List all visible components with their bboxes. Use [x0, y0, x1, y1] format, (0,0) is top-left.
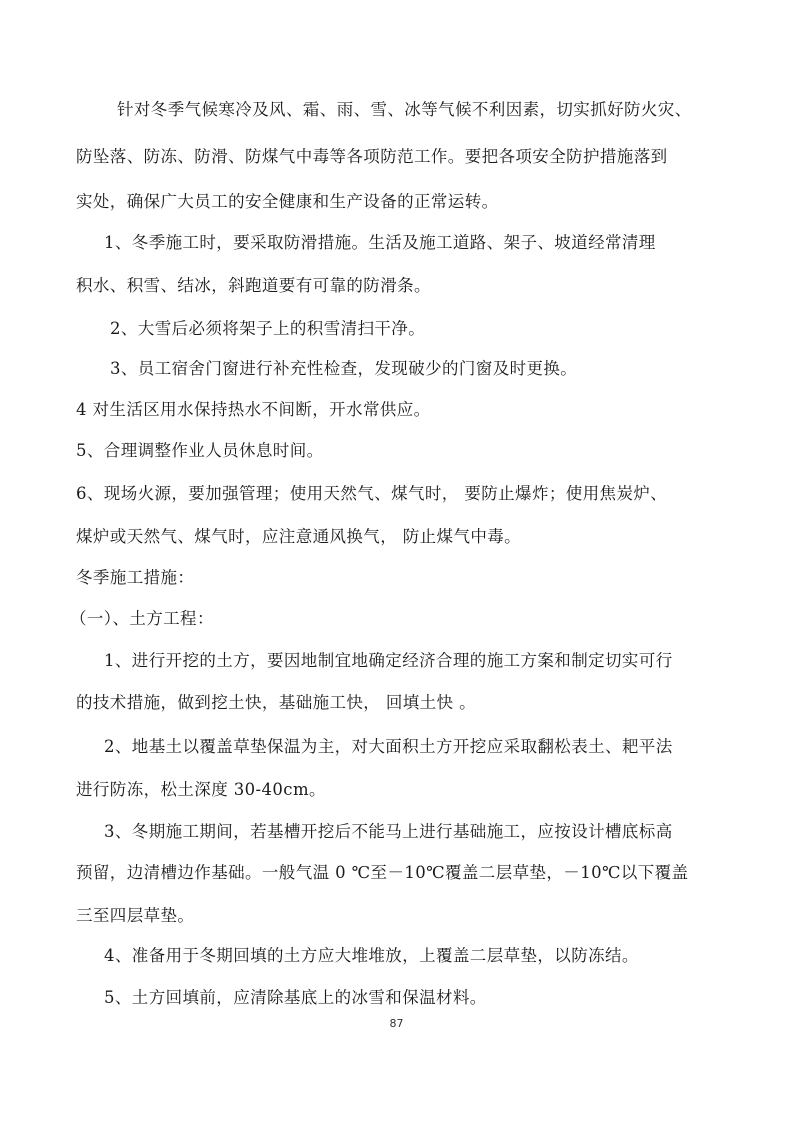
text-line-9: 5、合理调整作业人员休息时间。 [76, 441, 324, 460]
text-line-10: 6、现场火源，要加强管理；使用天然气、煤气时， 要防止爆炸；使用焦炭炉、 [76, 484, 668, 503]
text-line-11: 煤炉或天然气、煤气时，应注意通风换气， 防止煤气中毒。 [76, 527, 522, 546]
text-line-3: 实处，确保广大员工的安全健康和生产设备的正常运转。 [76, 192, 499, 211]
text-line-14: 1、进行开挖的土方，要因地制宜地确定经济合理的施工方案和制定切实可行 [104, 651, 673, 670]
text-line-16: 2、地基土以覆盖草垫保温为主，对大面积土方开挖应采取翻松表土、耙平法 [104, 737, 673, 756]
text-line-2: 防坠落、防冻、防滑、防煤气中毒等各项防范工作。要把各项安全防护措施落到 [76, 147, 668, 166]
text-line-12: 冬季施工措施： [76, 568, 195, 587]
text-line-1: 针对冬季气候寒冷及风、霜、雨、雪、冰等气候不利因素，切实抓好防火灾、 [117, 100, 692, 119]
text-line-17: 进行防冻，松土深度 30-40cm。 [76, 780, 326, 799]
text-line-21: 4、准备用于冬期回填的土方应大堆堆放，上覆盖二层草垫，以防冻结。 [104, 946, 639, 965]
text-line-13: （一）、土方工程： [70, 609, 214, 628]
text-line-4: 1、冬季施工时，要采取防滑措施。生活及施工道路、架子、坡道经常清理 [104, 233, 656, 252]
text-line-6: 2、大雪后必须将架子上的积雪清扫干净。 [110, 319, 426, 338]
text-line-15: 的技术措施，做到挖土快，基础施工快， 回填土快 。 [76, 693, 476, 712]
text-line-22: 5、土方回填前，应清除基底上的冰雪和保温材料。 [104, 988, 487, 1007]
text-line-7: 3、员工宿舍门窗进行补充性检查，发现破少的门窗及时更换。 [110, 359, 578, 378]
text-line-8: 4 对生活区用水保持热水不间断，开水常供应。 [76, 400, 431, 419]
text-line-18: 3、冬期施工期间，若基槽开挖后不能马上进行基础施工，应按设计槽底标高 [104, 822, 673, 841]
text-line-20: 三至四层草垫。 [76, 906, 195, 925]
page-number: 87 [389, 1017, 404, 1030]
text-line-19: 预留，边清槽边作基础。一般气温 0 ℃至－10℃覆盖二层草垫，－10℃以下覆盖 [76, 863, 689, 882]
text-line-5: 积水、积雪、结冰，斜跑道要有可靠的防滑条。 [76, 276, 431, 295]
